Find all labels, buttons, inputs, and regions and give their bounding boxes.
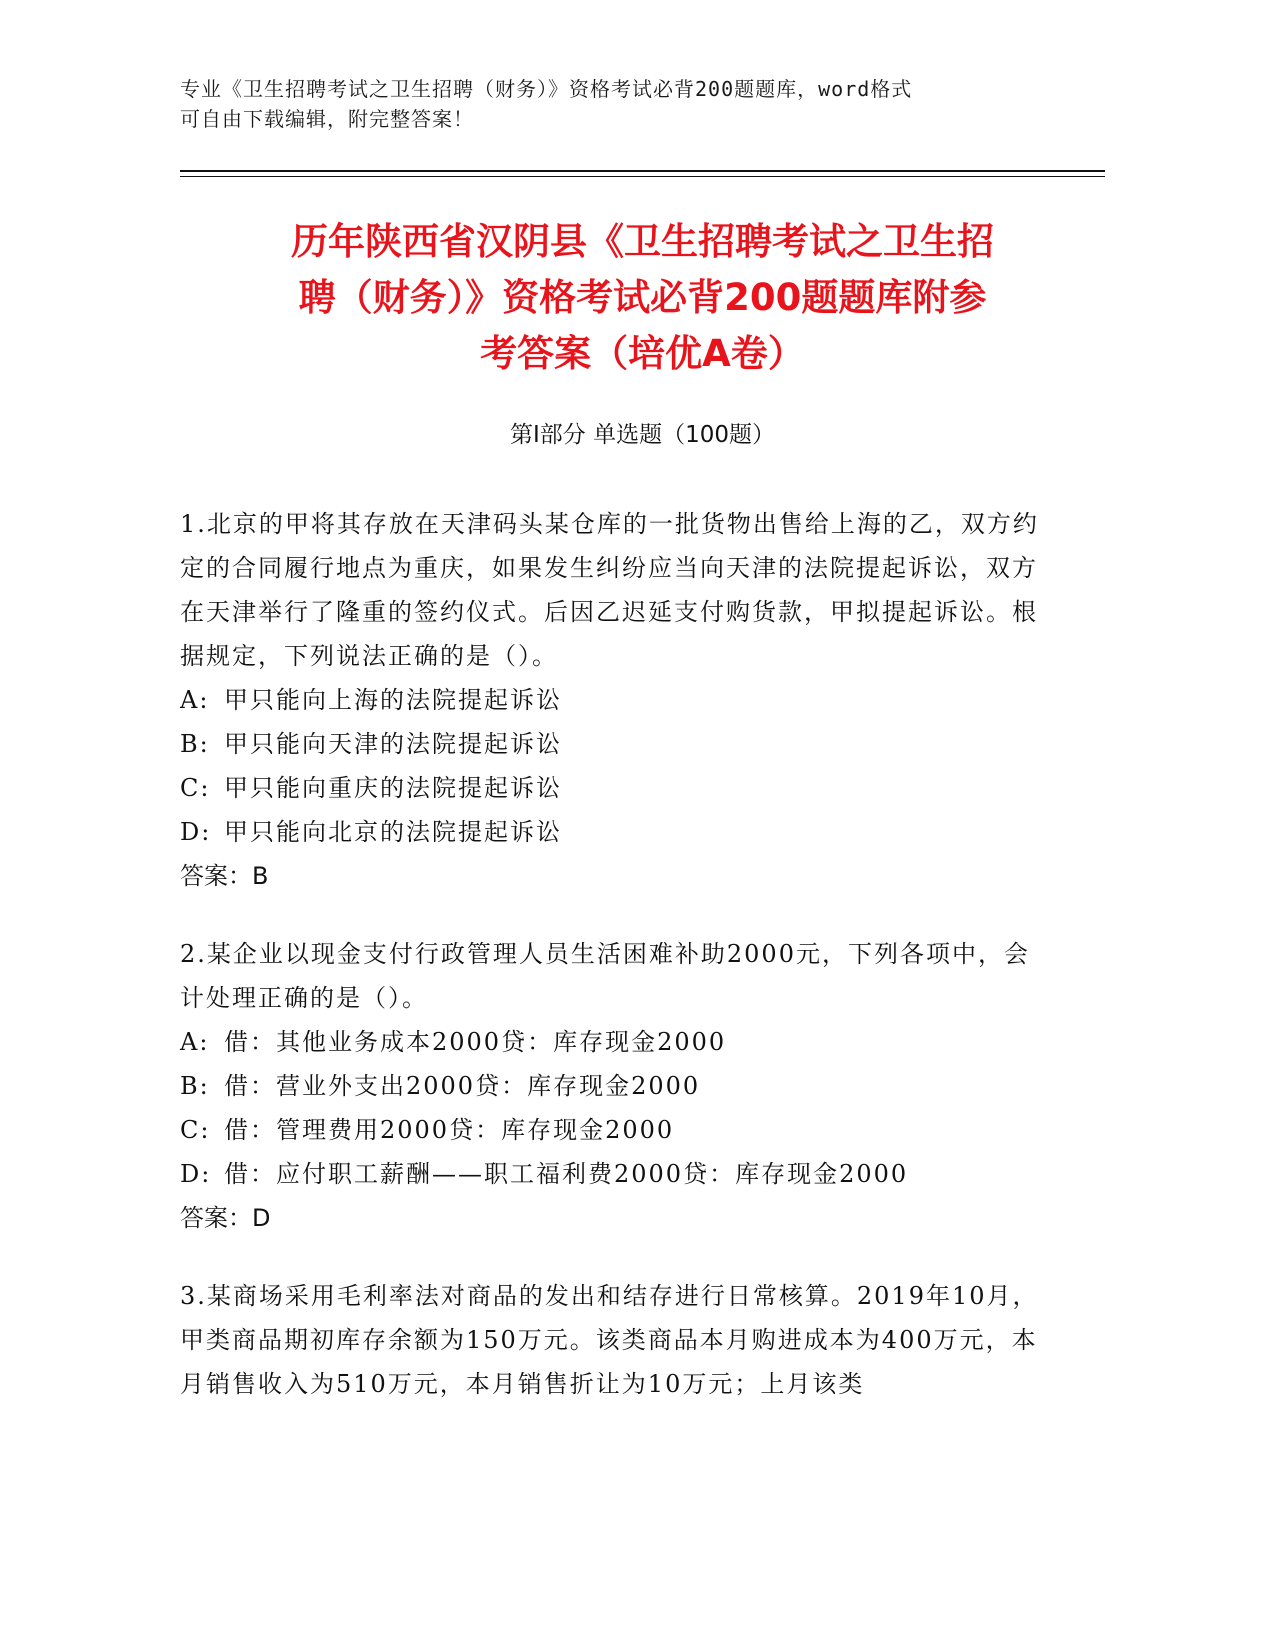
header-note [180,74,1060,134]
header-note-line-1: 专业《卫生招聘考试之卫生招聘（财务）》资格考试必背200题题库，word格式 [180,77,913,101]
option-key: A: [180,1028,210,1056]
option-text: 甲只能向北京的法院提起诉讼 [224,818,562,846]
header-divider-thin [180,176,1105,177]
option-text: 甲只能向重庆的法院提起诉讼 [224,774,562,802]
option-text: 甲只能向上海的法院提起诉讼 [224,686,562,714]
question-2 [180,932,1040,1240]
question-stem: 3.某商场采用毛利率法对商品的发出和结存进行日常核算。2019年10月，甲类商品期初库存余额为150万元。该类商品本月购进成本为400万元，本月销售收入为510万元，本月销售折让为10万元；上月该类 [180,1282,1039,1398]
answer-line: 答案：D [180,1204,271,1232]
option-b [180,1064,1040,1108]
option-text: 借：其他业务成本2000贷：库存现金2000 [224,1028,727,1056]
option-c [180,1108,1040,1152]
document-title-line-1: 历年陕西省汉阴县《卫生招聘考试之卫生招 [291,220,994,263]
document-title [180,214,1105,382]
option-a [180,678,1040,722]
option-c [180,766,1040,810]
question-3 [180,1274,1040,1406]
document-title-line-2: 聘（财务）》资格考试必背200题题库附参 [298,276,987,319]
question-list [180,502,1040,1440]
option-key: D: [180,1160,212,1188]
option-d [180,810,1040,854]
option-key: D: [180,818,212,846]
answer-line: 答案：B [180,862,269,890]
option-key: B: [180,1072,210,1100]
question-stem: 1.北京的甲将其存放在天津码头某仓库的一批货物出售给上海的乙，双方约定的合同履行地点为重庆，如果发生纠纷应当向天津的法院提起诉讼，双方在天津举行了隆重的签约仪式。后因乙迟延支付购货款，甲拟提起诉讼。根据规定，下列说法正确的是（）。 [180,510,1039,670]
document-title-line-3: 考答案（培优A卷） [480,332,805,375]
section-heading: 第Ⅰ部分 单选题（100题） [510,422,775,448]
header-divider-thick [180,170,1105,172]
option-key: B: [180,730,210,758]
option-key: A: [180,686,210,714]
header-note-line-2: 可自由下载编辑，附完整答案！ [180,107,474,131]
question-stem: 2.某企业以现金支付行政管理人员生活困难补助2000元，下列各项中，会计处理正确的是（）。 [180,940,1030,1012]
option-text: 借：营业外支出2000贷：库存现金2000 [224,1072,701,1100]
option-a [180,1020,1040,1064]
option-key: C: [180,1116,211,1144]
option-text: 借：应付职工薪酬——职工福利费2000贷：库存现金2000 [224,1160,909,1188]
option-text: 借：管理费用2000贷：库存现金2000 [224,1116,675,1144]
option-text: 甲只能向天津的法院提起诉讼 [224,730,562,758]
option-b [180,722,1040,766]
question-1 [180,502,1040,898]
option-d [180,1152,1040,1196]
option-key: C: [180,774,211,802]
